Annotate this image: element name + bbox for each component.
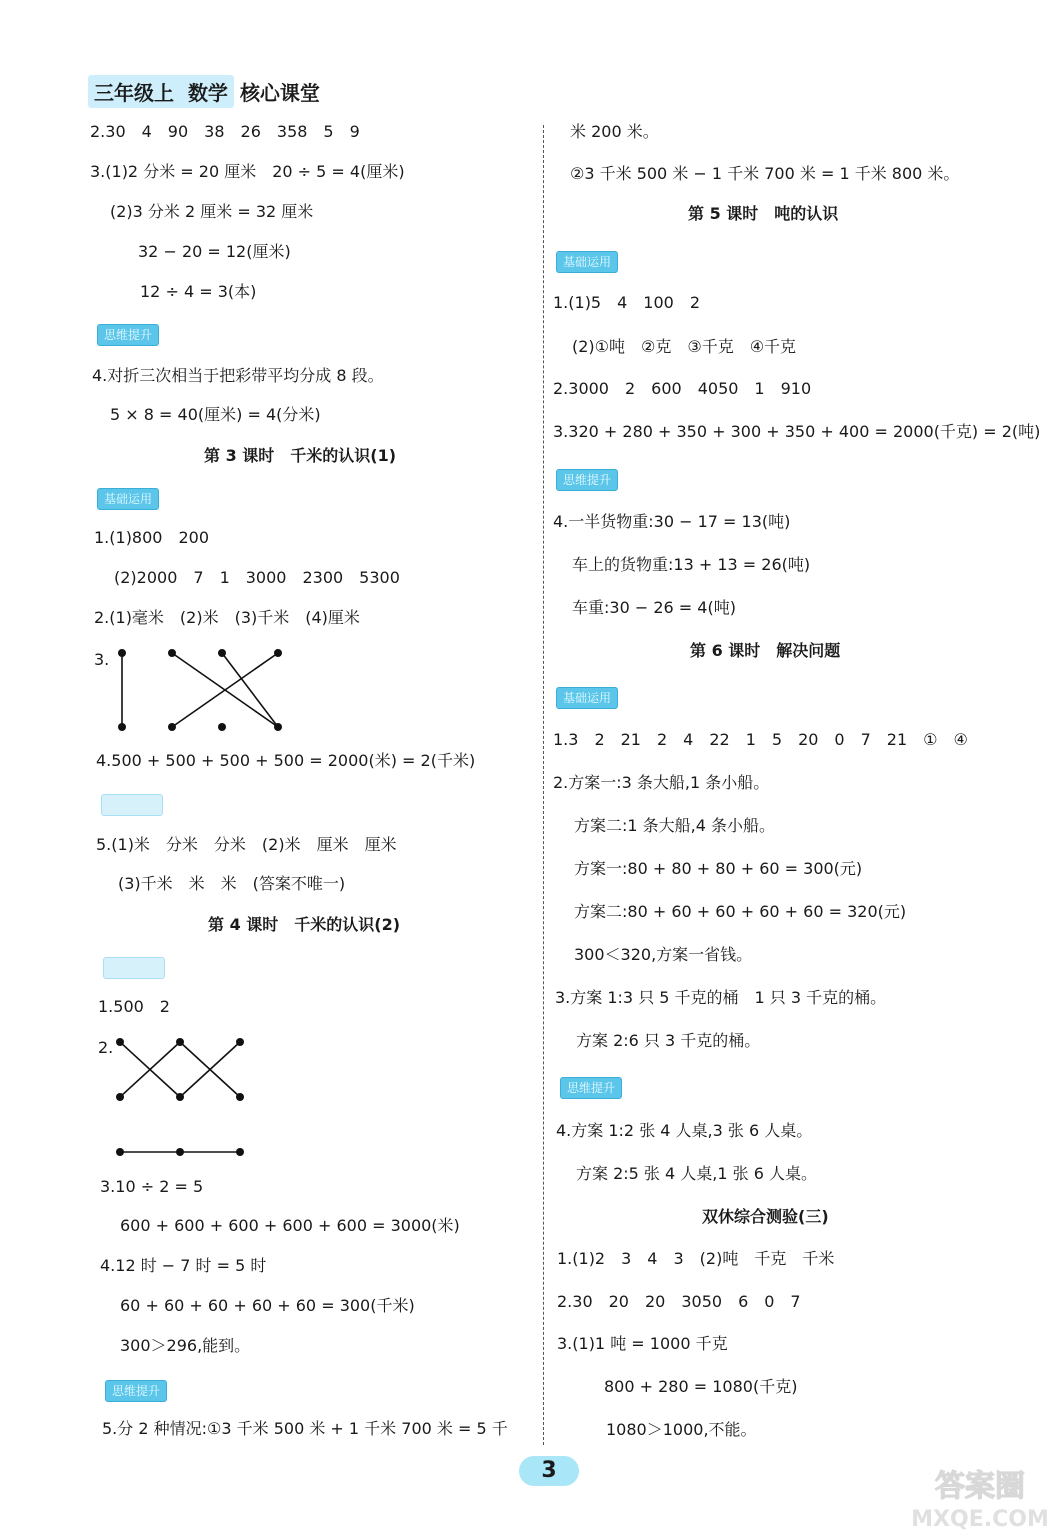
answer-line: 车上的货物重:13 + 13 = 26(吨) — [572, 555, 811, 574]
answer-line: (3)千米 米 米 (答案不唯一) — [118, 874, 346, 893]
answer-line: 4.12 时 − 7 时 = 5 时 — [100, 1256, 267, 1275]
answer-line: ②3 千米 500 米 − 1 千米 700 米 = 1 千米 800 米。 — [570, 164, 960, 183]
answer-line: 2.30 20 20 3050 6 0 7 — [557, 1292, 801, 1311]
lesson-title: 第 3 课时 千米的认识(1) — [204, 446, 397, 465]
header-subject: 数学 — [187, 80, 228, 105]
lesson-title: 双休综合测验(三) — [702, 1207, 829, 1226]
section-tag: 思维提升 — [97, 324, 159, 346]
route-lines-figure — [112, 1035, 252, 1160]
header-grade-subject — [88, 75, 234, 108]
section-tag: 思维提升 — [105, 1380, 167, 1402]
lesson-title: 第 6 课时 解决问题 — [690, 641, 841, 660]
answer-line: 12 ÷ 4 = 3(本) — [140, 282, 257, 301]
answer-line: 车重:30 − 26 = 4(吨) — [572, 598, 736, 617]
answer-line: 4.方案 1:2 张 4 人桌,3 张 6 人桌。 — [556, 1121, 813, 1140]
answer-line: 2.方案一:3 条大船,1 条小船。 — [553, 773, 770, 792]
answer-line: 1.(1)2 3 4 3 (2)吨 千克 千米 — [557, 1249, 835, 1268]
answer-line: 1.3 2 21 2 4 22 1 5 20 0 7 21 ① ④ — [553, 730, 968, 749]
answer-line: 2.30 4 90 38 26 358 5 9 — [90, 122, 360, 141]
answer-line: 4.对折三次相当于把彩带平均分成 8 段。 — [92, 366, 384, 385]
answer-line: 300＞296,能到。 — [120, 1336, 251, 1355]
section-tag: 基础运用 — [103, 957, 165, 979]
section-tag: 基础运用 — [97, 488, 159, 510]
answer-line: 方案一:80 + 80 + 80 + 60 = 300(元) — [574, 859, 863, 878]
answer-line: 5.(1)米 分米 分米 (2)米 厘米 厘米 — [96, 835, 397, 854]
watermark-brand: 答案圈 — [935, 1469, 1025, 1504]
answer-line: 4.一半货物重:30 − 17 = 13(吨) — [553, 512, 791, 531]
answer-line: 2.3000 2 600 4050 1 910 — [553, 379, 812, 398]
section-tag: 基础运用 — [556, 687, 618, 709]
answer-line: (2)①吨 ②克 ③千克 ④千克 — [572, 337, 797, 356]
answer-line: 3.320 + 280 + 350 + 300 + 350 + 400 = 2000(千克) = 2(吨) — [553, 422, 1041, 441]
answer-line: 300＜320,方案一省钱。 — [574, 945, 753, 964]
watermark-site: MXQE.COM — [911, 1507, 1049, 1532]
answer-line: 方案二:1 条大船,4 条小船。 — [574, 816, 776, 835]
matching-lines-figure — [110, 645, 290, 735]
answer-line: (2)3 分米 2 厘米 = 32 厘米 — [110, 202, 314, 221]
answer-line: 5.分 2 种情况:①3 千米 500 米 + 1 千米 700 米 = 5 千 — [102, 1419, 508, 1438]
answer-line: 2.(1)毫米 (2)米 (3)千米 (4)厘米 — [94, 608, 360, 627]
answer-line: 方案 2:6 只 3 千克的桶。 — [576, 1031, 761, 1050]
lesson-title: 第 4 课时 千米的认识(2) — [208, 915, 401, 934]
answer-line: 800 + 280 = 1080(千克) — [604, 1377, 798, 1396]
answer-line: 3.(1)1 吨 = 1000 千克 — [557, 1334, 728, 1353]
answer-line: 米 200 米。 — [570, 122, 659, 141]
answer-line: 1.500 2 — [98, 997, 170, 1016]
page-number: 3 — [519, 1456, 579, 1486]
answer-line: (2)2000 7 1 3000 2300 5300 — [114, 568, 400, 587]
section-tag: 思维提升 — [101, 794, 163, 816]
answer-line: 3. — [94, 650, 110, 669]
answer-line: 3.(1)2 分米 = 20 厘米 20 ÷ 5 = 4(厘米) — [90, 162, 405, 181]
answer-line: 3.方案 1:3 只 5 千克的桶 1 只 3 千克的桶。 — [555, 988, 887, 1007]
section-tag: 思维提升 — [556, 469, 618, 491]
answer-line: 32 − 20 = 12(厘米) — [138, 242, 291, 261]
answer-line: 60 + 60 + 60 + 60 + 60 = 300(千米) — [120, 1296, 415, 1315]
answer-line: 方案二:80 + 60 + 60 + 60 + 60 = 320(元) — [574, 902, 907, 921]
answer-line: 3.10 ÷ 2 = 5 — [100, 1177, 204, 1196]
answer-line: 2. — [98, 1038, 114, 1057]
section-tag: 基础运用 — [556, 251, 618, 273]
answer-line: 方案 2:5 张 4 人桌,1 张 6 人桌。 — [576, 1164, 817, 1183]
header-grade: 三年级上 — [94, 80, 174, 105]
watermark-logo — [905, 1462, 1055, 1532]
section-tag: 思维提升 — [560, 1077, 622, 1099]
answer-line: 1.(1)5 4 100 2 — [553, 293, 701, 312]
lesson-title: 第 5 课时 吨的认识 — [688, 204, 839, 223]
answer-line: 1.(1)800 200 — [94, 528, 210, 547]
answer-line: 5 × 8 = 40(厘米) = 4(分米) — [110, 405, 321, 424]
answer-line: 1080＞1000,不能。 — [606, 1420, 757, 1439]
answer-line: 4.500 + 500 + 500 + 500 = 2000(米) = 2(千米) — [96, 751, 476, 770]
header-series: 核心课堂 — [239, 80, 320, 105]
answer-line: 600 + 600 + 600 + 600 + 600 = 3000(米) — [120, 1216, 460, 1235]
column-divider — [543, 125, 544, 1445]
page-header — [88, 74, 320, 108]
